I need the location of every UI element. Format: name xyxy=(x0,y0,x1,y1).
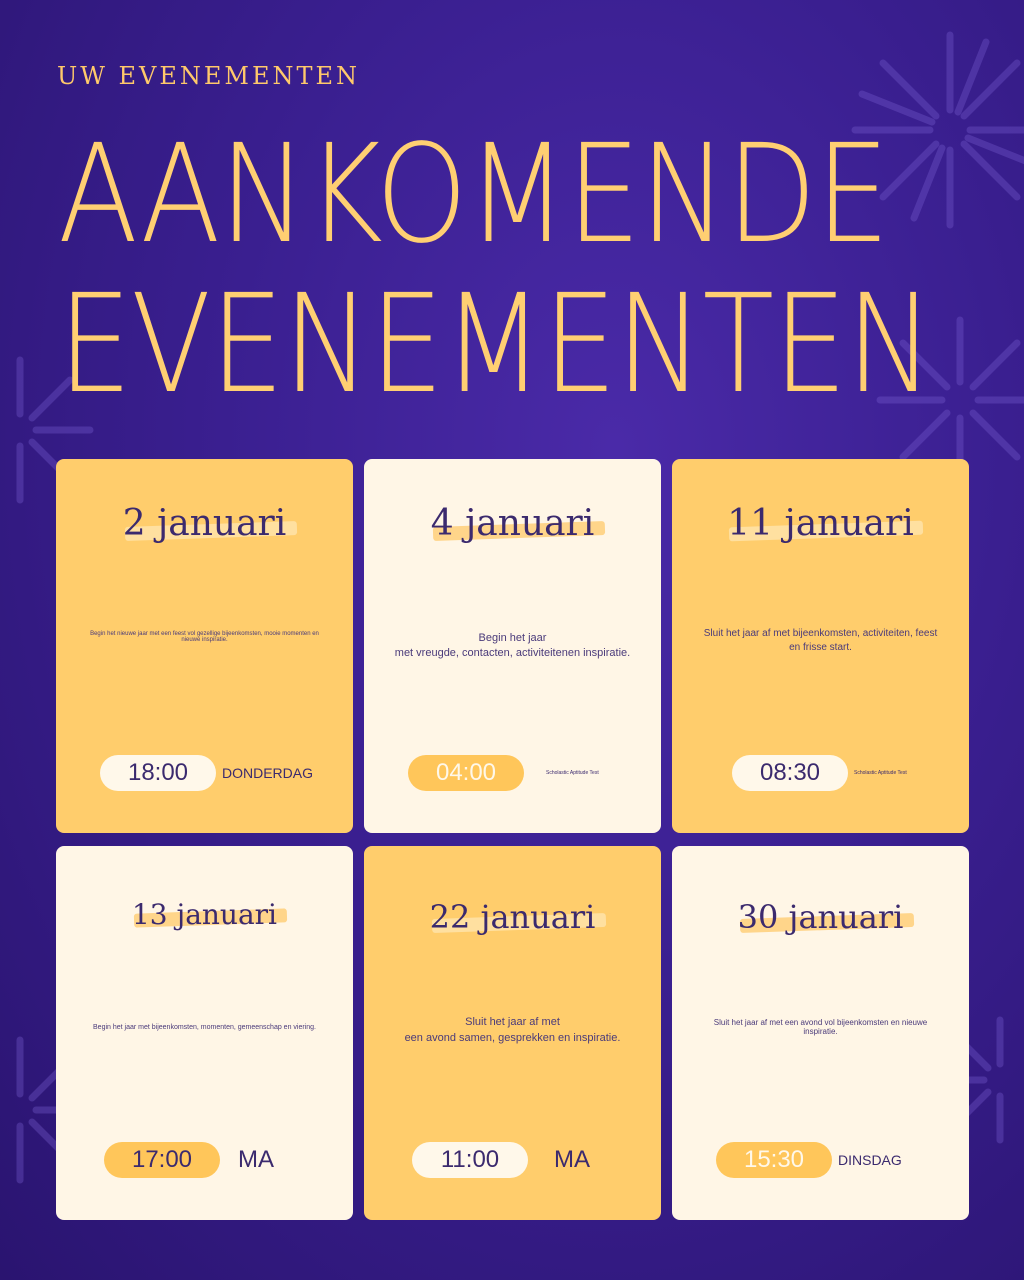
event-day: DINSDAG xyxy=(838,1152,902,1168)
event-description: Begin het jaar met vreugde, contacten, activiteitenen inspiratie. xyxy=(394,632,631,659)
event-day: DONDERDAG xyxy=(222,765,314,781)
event-description: Sluit het jaar af met een avond samen, gesprekken en inspiratie. xyxy=(404,1016,621,1044)
title-line-1: AANKOMENDE xyxy=(58,116,889,274)
event-date: 22 januari xyxy=(426,898,600,936)
event-day: Scholastic Aptitude Test xyxy=(546,770,599,776)
event-time-badge: 11:00 xyxy=(412,1142,528,1178)
event-day: MA xyxy=(554,1146,590,1173)
event-card[interactable] xyxy=(364,459,661,833)
event-time-badge: 17:00 xyxy=(104,1142,220,1178)
event-date: 11 januari xyxy=(723,503,917,544)
page-title xyxy=(58,116,933,424)
event-card[interactable] xyxy=(56,459,353,833)
event-description: Sluit het jaar af met bijeenkomsten, activiteiten, feest en frisse start. xyxy=(703,628,938,653)
event-card[interactable] xyxy=(56,846,353,1220)
event-date: 2 januari xyxy=(119,503,291,544)
event-day: Scholastic Aptitude Test xyxy=(854,770,907,776)
event-description: Begin het jaar met bijeenkomsten, momenten, gemeenschap en viering. xyxy=(93,1024,316,1031)
event-date: 30 januari xyxy=(734,898,908,936)
event-card[interactable] xyxy=(672,846,969,1220)
event-card[interactable] xyxy=(364,846,661,1220)
event-time-badge: 18:00 xyxy=(100,755,216,791)
event-day: MA xyxy=(238,1146,274,1173)
event-date: 13 januari xyxy=(128,898,281,931)
event-time-badge: 08:30 xyxy=(732,755,848,791)
eyebrow-label: UW EVENEMENTEN xyxy=(57,62,361,90)
event-time-badge: 15:30 xyxy=(716,1142,832,1178)
event-time-badge: 04:00 xyxy=(408,755,524,791)
events-grid xyxy=(56,459,969,1220)
event-description: Sluit het jaar af met een avond vol bijeenkomsten en nieuwe inspiratie. xyxy=(713,1018,928,1036)
event-description: Begin het nieuwe jaar met een feest vol gezellige bijeenkomsten, mooie momenten en nieuwe inspiratie. xyxy=(90,631,319,643)
title-line-2: EVENEMENTEN xyxy=(58,266,933,424)
event-card[interactable] xyxy=(672,459,969,833)
event-date: 4 januari xyxy=(427,503,599,544)
